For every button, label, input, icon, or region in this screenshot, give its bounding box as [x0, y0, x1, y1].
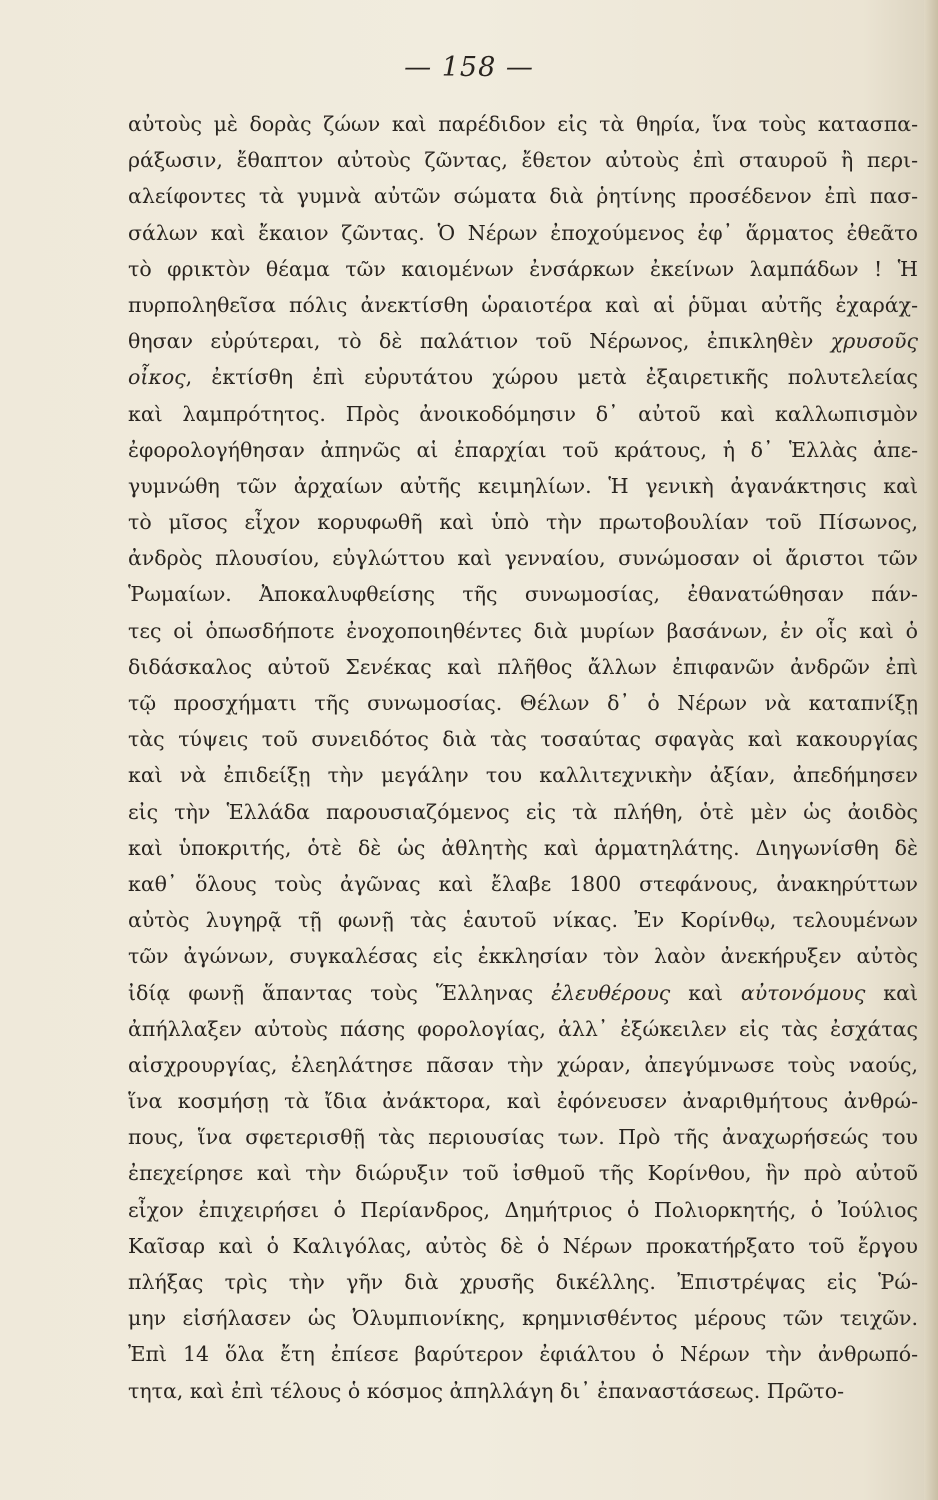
text-line: [128, 866, 918, 902]
text-segment: εἰς τὴν Ἑλλάδα παρουσιαζόμενος εἰς τὰ πλήθη, ὁτὲ μὲν ὡς ἀοιδὸς: [128, 799, 918, 824]
text-segment: Ῥωμαίων. Ἀποκαλυφθείσης τῆς συνωμοσίας, ἐθανατώθησαν πάν-: [128, 582, 918, 607]
text-segment: ράξωσιν, ἔθαπτον αὐτοὺς ζῶντας, ἔθετον αὐτοὺς ἐπὶ σταυροῦ ἢ περι-: [128, 148, 918, 173]
text-line: [128, 649, 918, 685]
text-segment: αὐτοὺς μὲ δορὰς ζώων καὶ παρέδιδον εἰς τὰ θηρία, ἵνα τοὺς κατασπα-: [128, 112, 918, 136]
text-segment: ἐπεχείρησε καὶ τὴν διώρυξιν τοῦ ἰσθμοῦ τῆς Κορίνθου, ἣν πρὸ αὐτοῦ: [128, 1161, 918, 1186]
text-line: [128, 1373, 918, 1409]
text-segment: ἀνδρὸς πλουσίου, εὐγλώττου καὶ γενναίου, συνώμοσαν οἱ ἄριστοι τῶν: [128, 546, 918, 571]
body-text: [128, 106, 918, 1409]
text-segment: , ἐκτίσθη ἐπὶ εὐρυτάτου χώρου μετὰ ἐξαιρετικῆς πολυτελείας: [185, 365, 918, 390]
text-line: [128, 576, 918, 612]
text-segment: τῷ προσχήματι τῆς συνωμοσίας. Θέλων δ᾽ ὁ Νέρων νὰ καταπνίξῃ: [128, 691, 918, 715]
text-line: [128, 1300, 918, 1336]
text-line: [128, 794, 918, 830]
text-segment: τητα, καὶ ἐπὶ τέλους ὁ κόσμος ἀπηλλάγη δι᾽ ἐπαναστάσεως. Πρῶτο-: [128, 1378, 845, 1403]
text-segment: Καῖσαρ καὶ ὁ Καλιγόλας, αὐτὸς δὲ ὁ Νέρων προκατήρξατο τοῦ ἔργου: [128, 1233, 918, 1258]
text-segment: τὰς τύψεις τοῦ συνειδότος διὰ τὰς τοσαύτας σφαγὰς καὶ κακουργίας: [128, 727, 918, 752]
emphasis-text: αὐτονόμους: [740, 980, 866, 1005]
text-segment: τὸ μῖσος εἶχον κορυφωθῆ καὶ ὑπὸ τὴν πρωτοβουλίαν τοῦ Πίσωνος,: [128, 510, 918, 535]
text-segment: καὶ λαμπρότητος. Πρὸς ἀνοικοδόμησιν δ᾽ αὐτοῦ καὶ καλλωπισμὸν: [128, 401, 918, 426]
text-segment: τες οἱ ὁπωσδήποτε ἐνοχοποιηθέντες διὰ μυρίων βασάνων, ἐν οἷς καὶ ὁ: [128, 618, 918, 643]
text-segment: ἐφορολογήθησαν ἀπηνῶς αἱ ἐπαρχίαι τοῦ κράτους, ἡ δ᾽ Ἑλλὰς ἀπε-: [128, 437, 918, 462]
text-line: [128, 975, 918, 1011]
text-line: [128, 504, 918, 540]
text-line: [128, 215, 918, 251]
text-line: [128, 432, 918, 468]
text-segment: πλήξας τρὶς τὴν γῆν διὰ χρυσῆς δικέλλης. Ἐπιστρέψας εἰς Ῥώ-: [128, 1270, 918, 1294]
text-line: [128, 1264, 918, 1300]
text-segment: καὶ: [670, 980, 741, 1005]
text-segment: εἶχον ἐπιχειρήσει ὁ Περίανδρος, Δημήτριος ὁ Πολιορκητής, ὁ Ἰούλιος: [128, 1197, 918, 1222]
text-line: [128, 902, 918, 938]
text-line: [128, 830, 918, 866]
text-line: [128, 1011, 918, 1047]
text-segment: καὶ: [865, 980, 918, 1005]
text-line: [128, 251, 918, 287]
text-segment: αλείφοντες τὰ γυμνὰ αὐτῶν σώματα διὰ ῥητίνης προσέδενον ἐπὶ πασ-: [128, 184, 918, 209]
text-segment: ἰδίᾳ φωνῇ ἅπαντας τοὺς Ἕλληνας: [128, 980, 552, 1005]
text-line: [128, 287, 918, 323]
text-line: [128, 1155, 918, 1191]
text-line: [128, 1228, 918, 1264]
text-line: [128, 938, 918, 974]
text-segment: καὶ νὰ ἐπιδείξῃ τὴν μεγάλην του καλλιτεχνικὴν ἀξίαν, ἀπεδήμησεν: [128, 763, 918, 788]
text-segment: γυμνώθη τῶν ἀρχαίων αὐτῆς κειμηλίων. Ἡ γενικὴ ἀγανάκτησις καὶ: [128, 473, 918, 498]
text-line: [128, 359, 918, 395]
text-segment: σάλων καὶ ἔκαιον ζῶντας. Ὁ Νέρων ἐποχούμενος ἐφ᾽ ἅρματος ἐθεᾶτο: [128, 220, 918, 245]
emphasis-text: οἶκος: [128, 365, 186, 390]
text-segment: ἵνα κοσμήσῃ τὰ ἴδια ἀνάκτορα, καὶ ἐφόνευσεν ἀναριθμήτους ἀνθρώ-: [128, 1089, 918, 1114]
text-segment: πους, ἵνα σφετερισθῇ τὰς περιουσίας των. Πρὸ τῆς ἀναχωρήσεώς του: [128, 1125, 918, 1150]
text-line: [128, 613, 918, 649]
text-segment: Ἐπὶ 14 ὅλα ἔτη ἐπίεσε βαρύτερον ἐφιάλτου ὁ Νέρων τὴν ἀνθρωπό-: [128, 1342, 918, 1367]
text-segment: καὶ ὑποκριτής, ὁτὲ δὲ ὡς ἀθλητὴς καὶ ἁρματηλάτης. Διηγωνίσθη δὲ: [128, 835, 918, 860]
text-segment: πυρποληθεῖσα πόλις ἀνεκτίσθη ὡραιοτέρα καὶ αἱ ῥῦμαι αὐτῆς ἐχαράχ-: [128, 292, 918, 317]
text-segment: ἀπήλλαξεν αὐτοὺς πάσης φορολογίας, ἀλλ᾽ ἐξώκειλεν εἰς τὰς ἐσχάτας: [128, 1016, 918, 1041]
text-line: [128, 1119, 918, 1155]
text-line: [128, 721, 918, 757]
text-line: [128, 1083, 918, 1119]
text-line: [128, 1047, 918, 1083]
text-line: [128, 468, 918, 504]
text-line: [128, 178, 918, 214]
text-segment: διδάσκαλος αὐτοῦ Σενέκας καὶ πλῆθος ἄλλων ἐπιφανῶν ἀνδρῶν ἐπὶ: [128, 654, 918, 679]
emphasis-text: ἐλευθέρους: [551, 980, 671, 1005]
text-line: [128, 323, 918, 359]
page-edge: [924, 0, 938, 1500]
text-segment: αὐτὸς λυγηρᾷ τῇ φωνῇ τὰς ἑαυτοῦ νίκας. Ἐν Κορίνθῳ, τελουμένων: [128, 908, 918, 933]
text-line: [128, 1192, 918, 1228]
emphasis-text: χρυσοῦς: [830, 329, 918, 354]
text-line: [128, 142, 918, 178]
page-number: — 158 —: [404, 52, 534, 83]
text-segment: τὸ φρικτὸν θέαμα τῶν καιομένων ἐνσάρκων ἐκείνων λαμπάδων ! Ἡ: [128, 256, 918, 281]
text-segment: καθ᾽ ὅλους τοὺς ἀγῶνας καὶ ἔλαβε 1800 στεφάνους, ἀνακηρύττων: [128, 871, 918, 896]
text-line: [128, 685, 918, 721]
text-line: [128, 540, 918, 576]
text-segment: τῶν ἀγώνων, συγκαλέσας εἰς ἐκκλησίαν τὸν λαὸν ἀνεκήρυξεν αὐτὸς: [128, 944, 918, 969]
text-line: [128, 106, 918, 142]
text-line: [128, 396, 918, 432]
text-segment: μην εἰσήλασεν ὡς Ὀλυμπιονίκης, κρημνισθέντος μέρους τῶν τειχῶν.: [128, 1306, 918, 1331]
text-line: [128, 757, 918, 793]
text-segment: θησαν εὐρύτεραι, τὸ δὲ παλάτιον τοῦ Νέρωνος, ἐπικληθὲν: [128, 329, 831, 354]
text-line: [128, 1336, 918, 1372]
text-segment: αἰσχρουργίας, ἐλεηλάτησε πᾶσαν τὴν χώραν, ἀπεγύμνωσε τοὺς ναούς,: [128, 1052, 918, 1077]
